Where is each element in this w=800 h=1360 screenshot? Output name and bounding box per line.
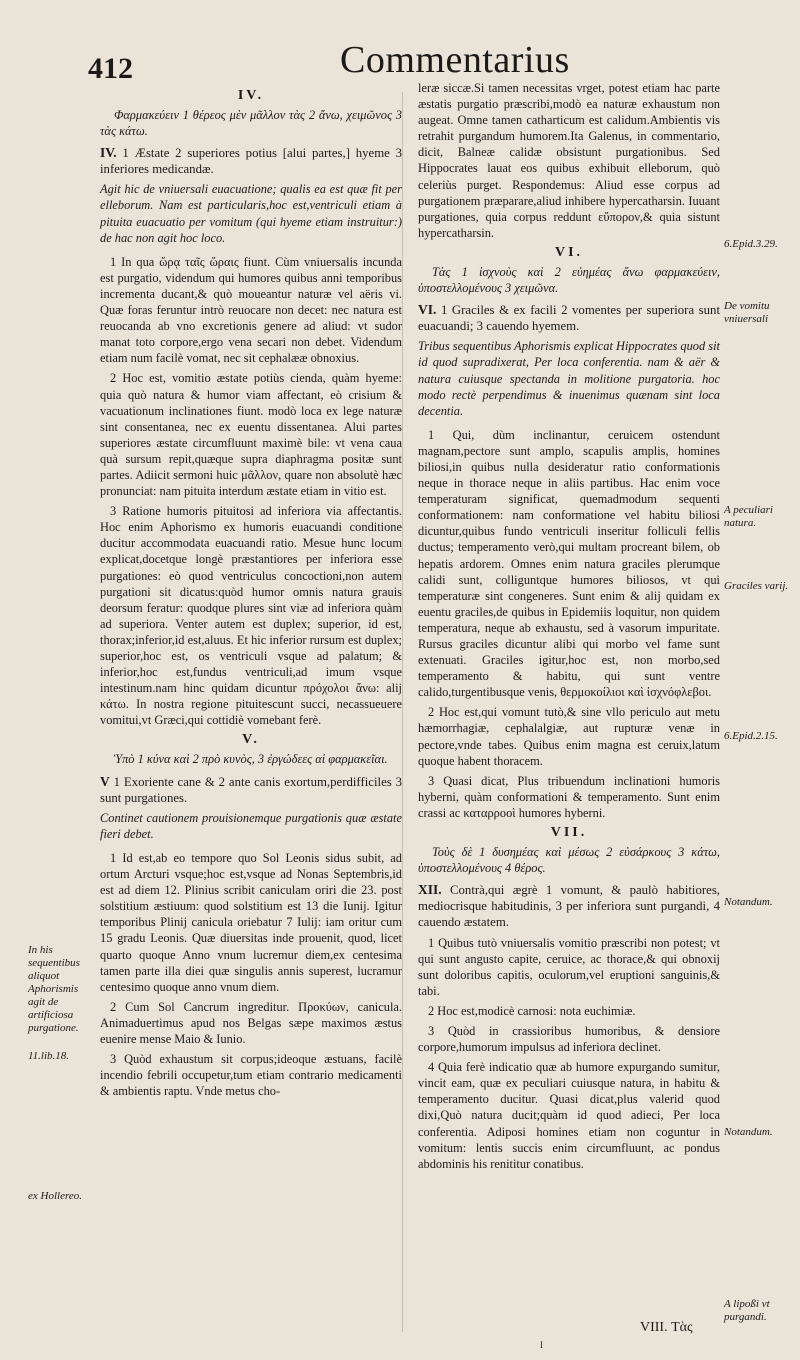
commentary-paragraph: 1 Quibus tutò vniuersalis vomitio præscribi non potest; vt qui sunt angusto capite, ceruice, ac thorace,& qui obnoxij sunt doloribus capitis, oculorum,vel eruptioni sanguinis,& tabi. bbox=[418, 935, 720, 998]
right-column bbox=[418, 80, 720, 1176]
latin-aphorism-vii bbox=[418, 882, 720, 930]
section-heading-vii: VII. bbox=[550, 825, 588, 841]
section-heading-iv: IV. bbox=[237, 88, 265, 103]
commentary-paragraph: 3 Ratione humoris pituitosi ad inferiora via affectantis. Hoc enim Aphorismo ex humoris euacuandi conditione ducitur accommodata euacuandi ratio. Mesue hunc locum explicat,docetque longè præstantiores per inferiora esse purgationes: eò quod ventriculus concoctioni,non autem purgationi sit dicatus:quòd humor omnis natura grauis deorsum feratur: quodque plures sint viæ ad inferiora quàm ad superiora. Venter autem est duplex; superior, id est, thorax;inferior,id est,aluus. Et hic inferior rursum est duplex; superior,hoc est, os ventriculi vsque ad palatum; & inferior,hoc est,fundus ventriculi,ad imum vsque intestinum.nam hinc quidam dicuntur πρόχολοι ἄνω: alij κάτω. In nostra regione pituitescunt succi, necassueuere vomitui,vt Græci,qui cottidiè vomebant ferè. bbox=[100, 504, 402, 728]
section-heading-v: V. bbox=[242, 732, 260, 748]
page-number: 412 bbox=[88, 52, 133, 85]
margin-note: Notandum. bbox=[724, 896, 773, 908]
commentary-paragraph: 3 Quòd in crassioribus humoribus, & densiore corpore,humorum impulsus ad inferiora declinet. bbox=[418, 1023, 720, 1055]
margin-note: 11.lib.18. bbox=[28, 1050, 70, 1062]
margin-note: Graciles varij. bbox=[724, 580, 789, 592]
aphorism-number: V bbox=[100, 773, 110, 789]
commentary-paragraph: 2 Hoc est,modicè carnosi: nota euchimiæ. bbox=[428, 1003, 636, 1018]
margin-note: De vomitu vniuersali bbox=[724, 300, 770, 325]
summary-vi: Tribus sequentibus Aphorismis explicat Hippocrates quod sit id quod supradixerat, Per loca conferentia. nam & aër & natura cuiusque spectanda in molitione purgatoria. hoc modo rectè perpendimus & inuenimus quænam sint loca decentia. bbox=[418, 339, 720, 418]
latin-aphorism-vi bbox=[418, 302, 720, 334]
aphorism-text: Contrà,qui ægrè 1 vomunt, & paulò habitiores, mediocrisque habitudinis, 3 per inferiora sunt purgandi, 4 cauendo æstatem. bbox=[418, 883, 720, 930]
margin-note: 6.Epid.3.29. bbox=[724, 238, 778, 250]
margin-note: Notandum. bbox=[724, 1126, 773, 1138]
latin-aphorism-v bbox=[100, 774, 402, 806]
commentary-paragraph: 2 Hoc est,qui vomunt tutò,& sine vllo periculo aut metu hæmorrhagiæ, cephalalgiæ, aut rupturæ venæ in pectore,vnde tabes. Quibus enim magna est ceruix,latum quoque habent thoracem. bbox=[418, 705, 720, 768]
column-divider bbox=[402, 92, 403, 1332]
commentary-paragraph: 2 Cum Sol Cancrum ingreditur. Προκύων, canicula. Animaduertimus apud nos Belgas sæpe maximos æstus euenire mense Maio & Iunio. bbox=[100, 999, 402, 1046]
section-heading-vi: VI. bbox=[554, 244, 584, 260]
commentary-paragraph: leræ siccæ.Si tamen necessitas vrget, potest etiam hac parte æstatis purgatio præscribi,modò ea naturæ exhaustum non augeat. Omne tamen catharticum est calidum.Ambientis vis retrahit purgandum humorem.Ita Galenus, in commentario, dicit, Balneæ calidæ obsistunt purgationibus. Sed Hippocrates lauat eos quibus exhibuit elleborum, quò celeriùs purget. Respondemus: Aliud esse corpus ad purgationem præparare,aliud inhibere hypercatharsin. Iuuant purgationes, quia corpus reddunt εὔπορον,& quia sistunt hypercatharsin. bbox=[418, 81, 720, 240]
aphorism-number: XII. bbox=[418, 882, 442, 898]
aphorism-number: IV. bbox=[100, 145, 117, 161]
summary-iv: Agit hic de vniuersali euacuatione; qualis ea est quæ fit per elleborum. Nam est particularis,hoc est,ventriculi etiam à pituita euacuatio per vomitum (qui hyeme etiam instruitur:) de hac non agit hoc loco. bbox=[100, 182, 402, 245]
margin-note: A peculiari natura. bbox=[724, 504, 773, 529]
catchword: VIII. Τὰς bbox=[640, 1320, 693, 1335]
greek-aphorism-v: Ὑπὸ 1 κύνα καὶ 2 πρὸ κυνὸς, 3 ἐργώδεες αἱ φαρμακεῖαι. bbox=[114, 752, 388, 767]
commentary-paragraph: 1 In qua ὥρᾳ ταῖς ὥραις fiunt. Cùm vniuersalis incunda est purgatio, videndum qui humores quibus anni temporibus incrementa ducant,& quò moueantur naturæ vel aëris vi. Quæ foras feruntur intrò reuocare non decet: nec natura est reuocanda ab vno excretionis genere ad aliud: vt sudor manat toto corpore,ergo vena secari non debet. Videndum etiam num facilè vomat, nec sit cephalææ obnoxius. bbox=[100, 254, 402, 366]
commentary-paragraph: 3 Quòd exhaustum sit corpus;ideoque æstuans, facilè incendio febrili occupetur,tum etiam contrario medicamenti & ambientis raptu. Vnde metus cho- bbox=[100, 1052, 402, 1099]
greek-aphorism-vii: Τοὺς δὲ 1 δυσημέας καὶ μέσως 2 εὐσάρκους 3 κάτω, ὑποστελλομένους 4 θέρος. bbox=[418, 845, 720, 876]
commentary-paragraph: 2 Hoc est, vomitio æstate potiùs cienda, quàm hyeme: quia quò natura & humor viam affectant, eò crisium & vacuationum inclinationes fiunt. modò loca ex lege naturæ sint consentanea, nec ex euentu dissentanea. Alui partes superiores æstate circumfluunt maximè bile: vt vena caua quà sursum repit,quæque supra diaphragma positæ sunt partes. Adiicit sermoni huic μᾶλλον, quare non absolutè hæc pronunciat: nam pituita interdum æstate etiam in vitio est. bbox=[100, 371, 402, 499]
summary-v: Continet cautionem prouisionemque purgationis quæ æstate fieri debet. bbox=[100, 810, 402, 841]
commentary-paragraph: 4 Quia ferè indicatio quæ ab humore expurgando sumitur, vincit eam, quæ ex peculiari cuiusque natura, in habitu & temperamento ducitur. Quasi dicat,plus valerid quod dixi,Quò natura ducit;quàm id quod adieci, Per loca conferentia. Adiposi homines etiam non coguntur in vomitum: lentis succis enim circumfluunt, ac pondus abdominis his renititur conatibus. bbox=[418, 1060, 720, 1171]
commentary-paragraph: 1 Id est,ab eo tempore quo Sol Leonis sidus subit, ad ortum Arcturi vsque;hoc est,vsque ad Nonas Septembris,id est ad diem 12. Plinius scribit caniculam oriri die 23. post solstitium æstiuum: quod solstitium est 13 die Iunij. Igitur temporibus Plinij canicula oriebatur 7 Iulij: iam oritur cum 15 gradu Leonis. Quæ diuersitas inde prouenit, quod, licet quarto quoque Anno vnum lucremur diem,ex centesima tamen parte illa diei quæ singulis annis superest, lucramur centesimo quoque anno vnum diem. bbox=[100, 850, 402, 994]
margin-note: A lipoßi vt purgandi. bbox=[724, 1298, 770, 1323]
margin-note: 6.Epid.2.15. bbox=[724, 730, 778, 742]
aphorism-text: 1 Exoriente cane & 2 ante canis exortum,perdifficiles 3 sunt purgationes. bbox=[100, 774, 402, 805]
margin-note: In his sequentibus aliquot Aphorismis agit de artificiosa purgatione. bbox=[28, 944, 80, 1034]
commentary-paragraph: 1 Qui, dùm inclinantur, ceruicem ostendunt magnam,pectore sunt amplo, scapulis amplis, homines biliosi,in quibus nulla desideratur ratio conformationis neque in thorace neque in aliis partibus. Hac enim voce temperaturam significat, quemadmodum sequenti conformationem: nam conformatione vel habitu biliosi dicuntur,quibus fundo ventriculi inseritur folliculi fellis ductus; temperamento verò,qui multam procreant bilem, ob hepatis ardorem. Omnes enim natura graciles plerumque calidi sunt, colliguntque humores biliosos, vt qui temperaturæ sint congeneres. Sunt enim & alij quidam ex euentu graciles,de quibus in Epidemiis loquitur, non quidem temperatura, neque ab exhaustu, sed à vasorum impuritate. Rursus graciles dicuntur alibi qui morbo vel fame sunt extenuati. Graciles igitur,hoc est, non morbo,sed temperamento & habitu, qui sunt ventre calido,turgentibusque venis, θερμοκοίλιοι καὶ ἰσχνόφλεβοι. bbox=[418, 427, 720, 700]
aphorism-text: 1 Graciles & ex facili 2 vomentes per superiora sunt euacuandi; 3 cauendo hyemem. bbox=[418, 303, 721, 334]
running-title: Commentarius bbox=[340, 39, 570, 81]
greek-aphorism-vi: Τὰς 1 ἰσχνοὺς καὶ 2 εὐημέας ἄνω φαρμακεύειν, ὑποστελλομένους 3 χειμῶνα. bbox=[418, 264, 720, 296]
aphorism-number: VI. bbox=[418, 302, 437, 318]
margin-note: ex Hollereo. bbox=[28, 1190, 82, 1202]
aphorism-text: 1 Æstate 2 superiores potius [alui partes,] hyeme 3 inferiores medicandæ. bbox=[100, 146, 402, 177]
greek-aphorism-iv: Φαρμακεύειν 1 θέρεος μὲν μᾶλλον τὰς 2 ἄνω, χειμῶνος 3 τὰς κάτω. bbox=[100, 108, 402, 139]
left-column bbox=[100, 84, 402, 1103]
commentary-paragraph: 3 Quasi dicat, Plus tribuendum inclinationi humoris hyberni, quàm conformationi & temperamento. Sunt enim crassi ac καταρροοὶ humores hyberni. bbox=[418, 773, 720, 820]
latin-aphorism-iv bbox=[100, 145, 402, 177]
signature-mark: I bbox=[540, 1340, 543, 1350]
